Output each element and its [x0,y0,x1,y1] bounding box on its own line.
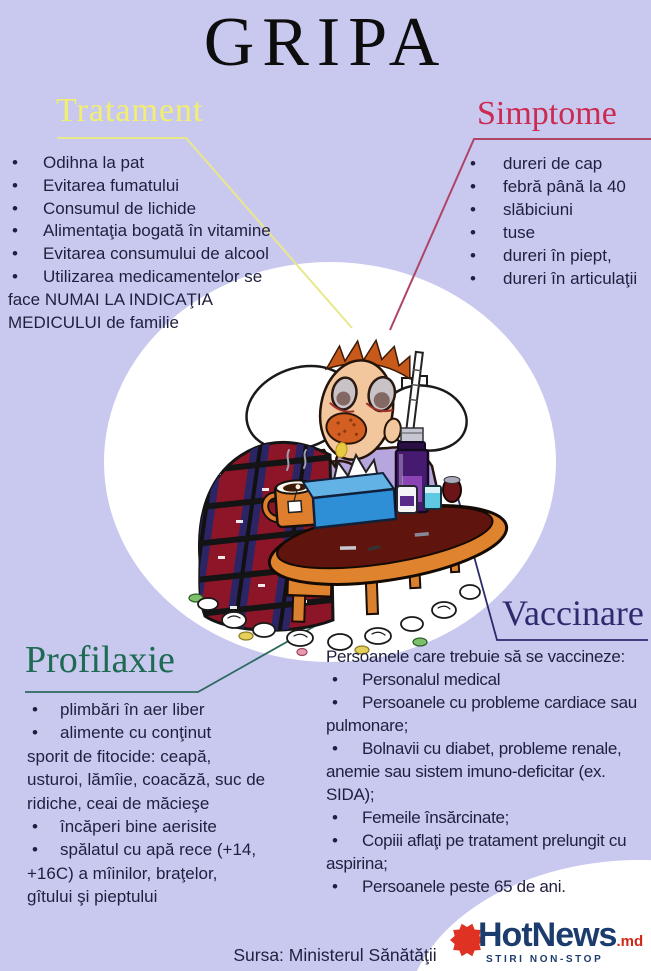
list-item: • Copiii aflaţi pe tratament prelungit cu [326,829,651,852]
list-item: • Bolnavii cu diabet, probleme renale, [326,737,651,760]
list-item: • tuse [468,221,650,244]
list-item: pulmonare; [326,716,409,735]
hotnews-logo [449,916,651,968]
vaccinare-heading: Vaccinare [502,593,644,633]
profilaxie-list [27,698,322,909]
list-item: MEDICULUI de familie [8,312,179,332]
list-item: • dureri în piept, [468,244,650,267]
list-item: usturoi, lămîie, coacăză, suc de [27,770,266,790]
list-item: • Evitarea fumatului [8,175,323,198]
list-item: • Consumul de lichide [8,198,323,221]
list-item: +16C) a mîinilor, braţelor, [27,863,218,883]
hotnews-wordmark [478,916,643,955]
hotnews-name: HotNews [478,916,617,954]
list-item: face NUMAI LA INDICAŢIA [8,289,213,309]
list-item: • plimbări în aer liber [27,698,322,721]
list-item: • Personalul medical [326,668,651,691]
list-item: • slăbiciuni [468,198,650,221]
list-item: • încăperi bine aerisite [27,815,322,838]
list-item: ridiche, ceai de măcieşe [27,793,210,813]
tratament-list [8,152,323,334]
list-item: • Persoanele peste 65 de ani. [326,875,651,898]
list-intro: Persoanele care trebuie să se vaccineze: [326,647,625,666]
list-item: • febră până la 40 [468,175,650,198]
list-item: • Utilizarea medicamentelor se [8,266,323,289]
list-item: gîtului şi pieptului [27,887,158,907]
vaccinare-list [326,645,651,898]
list-item: • Evitarea consumului de alcool [8,243,323,266]
list-item: • dureri în articulaţii [468,267,650,290]
list-item: • Odihna la pat [8,152,323,175]
list-item: • alimente cu conţinut [27,721,322,744]
profilaxie-heading: Profilaxie [25,639,175,681]
hotnews-tagline: STIRI NON-STOP [486,954,604,965]
hotnews-domain: .md [616,933,644,950]
list-item: aspirina; [326,854,388,873]
tratament-heading: Tratament [56,92,204,129]
simptome-heading: Simptome [477,95,617,132]
simptome-list [468,152,650,290]
list-item: anemie sau sistem imuno-deficitar (ex. [326,762,606,781]
list-item: sporit de fitocide: ceapă, [27,746,212,766]
list-item: • Alimentaţia bogată în vitamine [8,220,323,243]
list-item: • dureri de cap [468,152,650,175]
source-credit: Sursa: Ministerul Sănătăţii [233,945,437,965]
steam-icon [287,450,289,470]
page-title: GRIPA [203,4,448,81]
list-item: • Femeile însărcinate; [326,806,651,829]
list-item: • spălatul cu apă rece (+14, [27,838,322,861]
list-item: • Persoanele cu probleme cardiace sau [326,691,651,714]
steam-icon [304,450,306,468]
list-item: SIDA); [326,785,375,804]
